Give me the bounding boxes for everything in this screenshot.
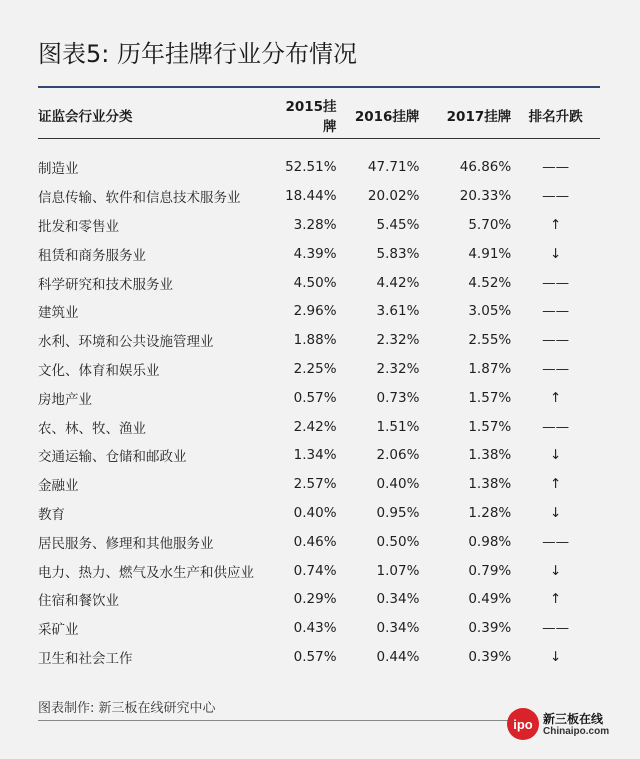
header-industry: 证监会行业分类	[38, 92, 285, 139]
cell-2017: 4.52%	[468, 274, 512, 291]
cell-2015: 0.29%	[293, 591, 337, 608]
cell-industry: 农、林、牧、渔业	[38, 420, 146, 437]
header-2017: 2017挂牌	[419, 92, 511, 139]
cell-rank-change: ——	[542, 620, 570, 637]
cell-2016: 0.34%	[376, 591, 420, 608]
cell-2017: 0.49%	[468, 591, 512, 608]
cell-industry: 建筑业	[38, 305, 79, 322]
chart-title: 图表5: 历年挂牌行业分布情况	[38, 40, 357, 68]
cell-industry: 卫生和社会工作	[38, 650, 133, 667]
cell-2016: 4.42%	[376, 274, 420, 291]
cell-industry: 金融业	[38, 478, 79, 495]
cell-industry: 电力、热力、燃气及水生产和供应业	[38, 564, 254, 581]
cell-2016: 0.40%	[376, 476, 420, 493]
cell-2017: 0.79%	[468, 562, 512, 579]
cell-2015: 1.34%	[293, 447, 337, 464]
cell-rank-change: ↓	[549, 447, 562, 464]
footer-rule	[38, 720, 508, 721]
cell-2017: 0.98%	[468, 533, 512, 550]
cell-rank-change: ↑	[549, 216, 562, 233]
table-row	[38, 499, 600, 528]
cell-rank-change: ——	[542, 533, 570, 550]
cell-2015: 0.46%	[293, 533, 337, 550]
cell-rank-change: ↑	[549, 591, 562, 608]
cell-2016: 2.32%	[376, 332, 420, 349]
cell-2017: 1.38%	[468, 447, 512, 464]
table-row	[38, 211, 600, 240]
table-row	[38, 614, 600, 643]
table-row	[38, 441, 600, 470]
cell-industry: 住宿和餐饮业	[38, 593, 119, 610]
cell-2017: 4.91%	[468, 245, 512, 262]
cell-2017: 3.05%	[468, 303, 512, 320]
table-body	[38, 139, 600, 672]
table-row	[38, 297, 600, 326]
table-row	[38, 412, 600, 441]
table-row	[38, 355, 600, 384]
cell-rank-change: ——	[542, 159, 570, 176]
cell-2015: 0.43%	[293, 620, 337, 637]
cell-2015: 0.74%	[293, 562, 337, 579]
cell-2016: 20.02%	[367, 188, 420, 205]
cell-rank-change: ↓	[549, 648, 562, 665]
cell-industry: 文化、体育和娱乐业	[38, 362, 160, 379]
table-row	[38, 268, 600, 297]
cell-2017: 1.57%	[468, 389, 512, 406]
cell-2015: 0.40%	[293, 504, 337, 521]
cell-2016: 0.44%	[376, 648, 420, 665]
cell-rank-change: ↑	[549, 476, 562, 493]
logo-en-text: Chinaipo.com	[543, 726, 610, 737]
cell-rank-change: ——	[542, 188, 570, 205]
table-row	[38, 139, 600, 182]
cell-2016: 47.71%	[367, 159, 420, 176]
table-header-row	[38, 92, 600, 139]
cell-2017: 1.57%	[468, 418, 512, 435]
cell-2015: 52.51%	[285, 159, 337, 176]
cell-2016: 0.95%	[376, 504, 420, 521]
cell-2017: 0.39%	[468, 648, 512, 665]
cell-industry: 科学研究和技术服务业	[38, 276, 173, 293]
logo-cn-text: 新三板在线	[543, 712, 604, 726]
cell-rank-change: ——	[542, 360, 570, 377]
header-2015: 2015挂牌	[285, 92, 336, 139]
table-row	[38, 556, 600, 585]
cell-2015: 2.25%	[293, 360, 337, 377]
cell-2017: 5.70%	[468, 216, 512, 233]
cell-2015: 2.42%	[293, 418, 337, 435]
cell-2016: 2.32%	[376, 360, 420, 377]
cell-rank-change: ↓	[549, 562, 562, 579]
logo-mark: ipo	[507, 708, 539, 740]
source-note: 图表制作: 新三板在线研究中心	[38, 701, 216, 716]
cell-2015: 2.96%	[293, 303, 337, 320]
cell-rank-change: ↓	[549, 504, 562, 521]
table-row	[38, 182, 600, 211]
cell-industry: 交通运输、仓储和邮政业	[38, 449, 187, 466]
header-rank-change: 排名升跌	[511, 92, 600, 139]
cell-industry: 教育	[38, 506, 65, 523]
cell-industry: 制造业	[38, 161, 79, 178]
cell-2016: 0.50%	[376, 533, 420, 550]
cell-2016: 1.07%	[376, 562, 420, 579]
cell-2016: 5.83%	[376, 245, 420, 262]
cell-rank-change: ↑	[549, 389, 562, 406]
cell-rank-change: ——	[542, 303, 570, 320]
cell-2016: 3.61%	[376, 303, 420, 320]
cell-2017: 46.86%	[459, 159, 512, 176]
industry-table	[38, 92, 600, 671]
cell-2015: 18.44%	[285, 188, 337, 205]
table-row	[38, 383, 600, 412]
table-row	[38, 643, 600, 672]
header-2016: 2016挂牌	[337, 92, 420, 139]
cell-2016: 5.45%	[376, 216, 420, 233]
cell-2015: 0.57%	[293, 648, 337, 665]
cell-industry: 信息传输、软件和信息技术服务业	[38, 190, 241, 207]
table-row	[38, 470, 600, 499]
cell-2016: 2.06%	[376, 447, 420, 464]
cell-rank-change: ——	[542, 332, 570, 349]
cell-2015: 1.88%	[293, 332, 337, 349]
chinaipo-logo	[507, 708, 610, 742]
cell-2017: 20.33%	[459, 188, 512, 205]
cell-2016: 0.73%	[376, 389, 420, 406]
cell-industry: 租赁和商务服务业	[38, 247, 146, 264]
cell-2017: 1.28%	[468, 504, 512, 521]
cell-industry: 居民服务、修理和其他服务业	[38, 535, 214, 552]
cell-2015: 4.50%	[293, 274, 337, 291]
cell-2017: 0.39%	[468, 620, 512, 637]
cell-2017: 2.55%	[468, 332, 512, 349]
cell-rank-change: ——	[542, 418, 570, 435]
cell-2016: 1.51%	[376, 418, 420, 435]
cell-2016: 0.34%	[376, 620, 420, 637]
cell-2017: 1.87%	[468, 360, 512, 377]
cell-2015: 3.28%	[293, 216, 337, 233]
cell-rank-change: ↓	[549, 245, 562, 262]
cell-rank-change: ——	[542, 274, 570, 291]
table-row	[38, 326, 600, 355]
table-row	[38, 585, 600, 614]
cell-industry: 水利、环境和公共设施管理业	[38, 334, 214, 351]
cell-2015: 0.57%	[293, 389, 337, 406]
cell-industry: 采矿业	[38, 622, 79, 639]
cell-2015: 2.57%	[293, 476, 337, 493]
title-rule	[38, 86, 600, 88]
cell-industry: 房地产业	[38, 391, 92, 408]
cell-2015: 4.39%	[293, 245, 337, 262]
table-row	[38, 239, 600, 268]
cell-2017: 1.38%	[468, 476, 512, 493]
table-row	[38, 527, 600, 556]
cell-industry: 批发和零售业	[38, 218, 119, 235]
